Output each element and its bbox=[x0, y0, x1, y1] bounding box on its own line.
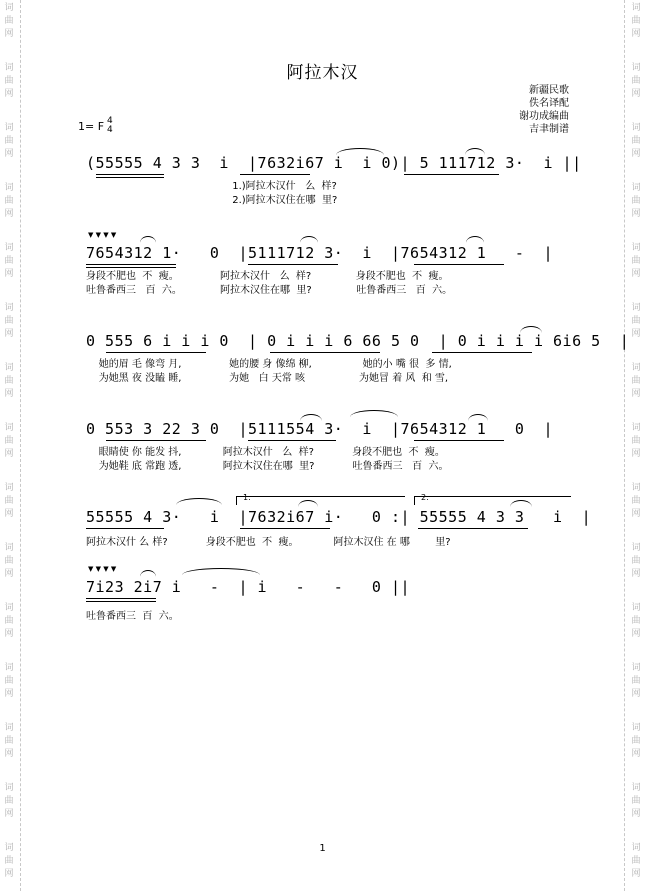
slur bbox=[300, 414, 322, 421]
watermark-char: 曲 bbox=[631, 436, 641, 446]
underline bbox=[418, 528, 528, 529]
slur bbox=[140, 570, 156, 577]
lyric-line: 1.)阿拉木汉什 么 样? bbox=[86, 181, 337, 192]
lyric-line: 为她黑 夜 没瞌 睡, 为她 白 天常 咳 为她冒 着 风 和 雪, bbox=[86, 373, 449, 384]
slur bbox=[350, 410, 398, 417]
watermark-char: 曲 bbox=[4, 556, 14, 566]
watermark-char: 网 bbox=[4, 809, 14, 819]
slur bbox=[466, 236, 484, 243]
watermark-char: 词 bbox=[631, 783, 641, 793]
slur bbox=[336, 148, 384, 155]
watermark-char: 曲 bbox=[4, 256, 14, 266]
watermark-char: 词 bbox=[631, 723, 641, 733]
watermark-char: 网 bbox=[631, 569, 641, 579]
watermark-char: 词 bbox=[4, 603, 14, 613]
watermark-char: 词 bbox=[631, 243, 641, 253]
watermark-group bbox=[2, 542, 16, 581]
song-title: 阿拉木汉 bbox=[286, 63, 359, 83]
underline bbox=[106, 440, 206, 441]
watermark-group bbox=[629, 542, 643, 581]
underline bbox=[240, 174, 310, 175]
lyric-line: 吐鲁番西三 百 六。 阿拉木汉住在哪 里? 吐鲁番西三 百 六。 bbox=[86, 285, 453, 296]
watermark-char: 网 bbox=[631, 629, 641, 639]
slur bbox=[140, 236, 156, 243]
watermark-char: 词 bbox=[4, 483, 14, 493]
slur bbox=[182, 568, 260, 575]
credit-line: 新疆民歌 bbox=[529, 85, 569, 96]
underline bbox=[86, 601, 156, 602]
notation-line: 7i23 2i7 i - | i - - 0 || bbox=[86, 578, 411, 596]
watermark-char: 词 bbox=[631, 603, 641, 613]
watermark-char: 网 bbox=[631, 809, 641, 819]
watermark-char: 词 bbox=[4, 663, 14, 673]
watermark-char: 曲 bbox=[631, 256, 641, 266]
key-signature: 1= F bbox=[78, 120, 105, 133]
watermark-char: 曲 bbox=[631, 196, 641, 206]
watermark-group bbox=[629, 482, 643, 521]
watermark-char: 词 bbox=[631, 3, 641, 13]
underline bbox=[86, 264, 176, 265]
watermark-group bbox=[2, 242, 16, 281]
watermark-char: 曲 bbox=[4, 376, 14, 386]
watermark-char: 网 bbox=[631, 89, 641, 99]
watermark-group bbox=[2, 2, 16, 41]
watermark-char: 曲 bbox=[631, 16, 641, 26]
underline bbox=[106, 352, 206, 353]
watermark-char: 网 bbox=[4, 749, 14, 759]
lyric-line: 她的眉 毛 像弯 月, 她的腰 身 像绵 柳, 她的小 嘴 很 多 情, bbox=[86, 359, 452, 370]
slur bbox=[298, 500, 318, 507]
watermark-group bbox=[629, 662, 643, 701]
volta-label: 2. bbox=[421, 493, 429, 502]
watermark-char: 词 bbox=[4, 3, 14, 13]
watermark-char: 曲 bbox=[4, 856, 14, 866]
watermark-char: 网 bbox=[4, 389, 14, 399]
watermark-group bbox=[2, 422, 16, 461]
meter-top: 4 bbox=[107, 116, 113, 126]
watermark-char: 词 bbox=[4, 243, 14, 253]
watermark-char: 网 bbox=[4, 329, 14, 339]
notation-line: 7654312 1· 0 |5111712 3· i |7654312 1 - | bbox=[86, 244, 554, 262]
watermark-char: 词 bbox=[4, 363, 14, 373]
watermark-char: 网 bbox=[4, 629, 14, 639]
watermark-group bbox=[2, 602, 16, 641]
watermark-char: 曲 bbox=[4, 16, 14, 26]
watermark-char: 曲 bbox=[631, 856, 641, 866]
watermark-char: 词 bbox=[631, 303, 641, 313]
watermark-char: 曲 bbox=[631, 496, 641, 506]
watermark-char: 网 bbox=[631, 389, 641, 399]
watermark-char: 词 bbox=[4, 123, 14, 133]
watermark-group bbox=[2, 722, 16, 761]
watermark-char: 词 bbox=[4, 183, 14, 193]
watermark-char: 网 bbox=[631, 209, 641, 219]
lyric-line: 为她鞋 底 常跑 透, 阿拉木汉住在哪 里? 吐鲁番西三 百 六。 bbox=[86, 461, 449, 472]
watermark-group bbox=[2, 182, 16, 221]
accent-marks: ▼ ▼ ▼ ▼ bbox=[88, 231, 117, 239]
volta-second-ending bbox=[414, 493, 571, 505]
underline bbox=[248, 440, 336, 441]
watermark-char: 词 bbox=[631, 843, 641, 853]
watermark-group bbox=[629, 242, 643, 281]
watermark-char: 网 bbox=[4, 569, 14, 579]
credit-line: 佚名译配 bbox=[529, 98, 569, 109]
underline bbox=[432, 352, 532, 353]
watermark-group bbox=[629, 602, 643, 641]
watermark-char: 曲 bbox=[4, 316, 14, 326]
watermark-char: 词 bbox=[4, 843, 14, 853]
watermark-char: 曲 bbox=[631, 736, 641, 746]
watermark-group bbox=[629, 722, 643, 761]
slur bbox=[510, 500, 532, 507]
watermark-char: 曲 bbox=[4, 796, 14, 806]
watermark-char: 网 bbox=[631, 149, 641, 159]
watermark-char: 曲 bbox=[4, 616, 14, 626]
watermark-char: 词 bbox=[4, 423, 14, 433]
watermark-group bbox=[629, 2, 643, 41]
watermark-group bbox=[2, 482, 16, 521]
underline bbox=[270, 352, 380, 353]
page-number: 1 bbox=[319, 843, 326, 854]
watermark-group bbox=[629, 782, 643, 821]
watermark-char: 网 bbox=[4, 89, 14, 99]
watermark-right bbox=[623, 0, 645, 891]
underline bbox=[96, 177, 164, 178]
time-signature bbox=[107, 117, 113, 135]
watermark-char: 网 bbox=[631, 749, 641, 759]
lyric-line: 吐鲁番西三 百 六。 bbox=[86, 611, 179, 622]
watermark-char: 词 bbox=[631, 663, 641, 673]
lyric-line: 2.)阿拉木汉住在哪 里? bbox=[86, 195, 338, 206]
watermark-group bbox=[2, 362, 16, 401]
watermark-char: 网 bbox=[631, 869, 641, 879]
watermark-char: 词 bbox=[631, 63, 641, 73]
watermark-char: 曲 bbox=[4, 136, 14, 146]
watermark-group bbox=[629, 362, 643, 401]
watermark-char: 曲 bbox=[631, 316, 641, 326]
watermark-group bbox=[629, 422, 643, 461]
watermark-group bbox=[629, 302, 643, 341]
credit-line: 谢功成编曲 bbox=[519, 111, 569, 122]
watermark-char: 曲 bbox=[4, 676, 14, 686]
watermark-char: 网 bbox=[631, 509, 641, 519]
meter-bottom: 4 bbox=[107, 125, 113, 135]
watermark-char: 词 bbox=[631, 183, 641, 193]
volta-label: 1. bbox=[243, 493, 251, 502]
notation-line: 0 555 6 i i i 0 | 0 i i i 6 66 5 0 | 0 i i i i 6i6 5 | bbox=[86, 332, 630, 350]
notation-line: (55555 4 3 3 i |7632i67 i i 0)| 5 111712 3· i || bbox=[86, 154, 582, 172]
watermark-group bbox=[2, 662, 16, 701]
watermark-char: 网 bbox=[4, 689, 14, 699]
watermark-char: 曲 bbox=[631, 676, 641, 686]
watermark-char: 词 bbox=[631, 543, 641, 553]
watermark-left bbox=[0, 0, 22, 891]
lyric-line: 眼睛使 你 能发 抖, 阿拉木汉什 么 样? 身段不肥也 不 瘦。 bbox=[86, 447, 445, 458]
underline bbox=[96, 174, 164, 175]
watermark-char: 网 bbox=[4, 149, 14, 159]
credits bbox=[519, 84, 569, 136]
watermark-char: 曲 bbox=[4, 436, 14, 446]
watermark-char: 曲 bbox=[631, 376, 641, 386]
watermark-char: 网 bbox=[631, 329, 641, 339]
watermark-char: 词 bbox=[631, 123, 641, 133]
watermark-char: 网 bbox=[4, 269, 14, 279]
watermark-char: 词 bbox=[631, 423, 641, 433]
watermark-char: 网 bbox=[4, 29, 14, 39]
watermark-char: 网 bbox=[631, 29, 641, 39]
watermark-group bbox=[629, 182, 643, 221]
accent-marks: ▼ ▼ ▼ ▼ bbox=[88, 565, 117, 573]
lyric-line: 身段不肥也 不 瘦。 阿拉木汉什 么 样? 身段不肥也 不 瘦。 bbox=[86, 271, 449, 282]
watermark-char: 网 bbox=[631, 449, 641, 459]
watermark-char: 网 bbox=[631, 689, 641, 699]
underline bbox=[404, 174, 499, 175]
lyric-line: 阿拉木汉什 么 样? 身段不肥也 不 瘦。 阿拉木汉住 在 哪 里? bbox=[86, 537, 451, 548]
watermark-group bbox=[2, 782, 16, 821]
underline bbox=[240, 528, 330, 529]
underline bbox=[248, 264, 338, 265]
slur bbox=[176, 498, 222, 505]
underline bbox=[86, 598, 156, 599]
watermark-char: 曲 bbox=[4, 196, 14, 206]
watermark-char: 词 bbox=[631, 483, 641, 493]
watermark-char: 曲 bbox=[631, 616, 641, 626]
slur bbox=[468, 414, 488, 421]
watermark-char: 词 bbox=[4, 783, 14, 793]
underline bbox=[414, 440, 504, 441]
watermark-char: 词 bbox=[4, 303, 14, 313]
watermark-char: 曲 bbox=[4, 76, 14, 86]
watermark-group bbox=[629, 122, 643, 161]
underline bbox=[86, 528, 164, 529]
watermark-char: 曲 bbox=[631, 76, 641, 86]
watermark-char: 词 bbox=[4, 723, 14, 733]
underline bbox=[414, 264, 504, 265]
watermark-char: 词 bbox=[4, 543, 14, 553]
notation-line: 0 553 3 22 3 0 |5111554 3· i |7654312 1 0 | bbox=[86, 420, 554, 438]
watermark-group bbox=[2, 302, 16, 341]
watermark-char: 词 bbox=[631, 363, 641, 373]
notation-line: 55555 4 3· i |7632i67 i· 0 :| 55555 4 3 3 i | bbox=[86, 508, 592, 526]
volta-first-ending bbox=[236, 493, 405, 505]
watermark-char: 网 bbox=[4, 509, 14, 519]
watermark-char: 网 bbox=[4, 449, 14, 459]
watermark-char: 曲 bbox=[631, 136, 641, 146]
credit-line: 吉聿制谱 bbox=[529, 124, 569, 135]
watermark-char: 曲 bbox=[631, 556, 641, 566]
watermark-char: 曲 bbox=[4, 496, 14, 506]
watermark-char: 网 bbox=[4, 209, 14, 219]
watermark-char: 网 bbox=[631, 269, 641, 279]
slur bbox=[520, 326, 542, 333]
underline bbox=[86, 267, 176, 268]
watermark-char: 曲 bbox=[631, 796, 641, 806]
slur bbox=[300, 236, 318, 243]
watermark-char: 词 bbox=[4, 63, 14, 73]
watermark-group bbox=[2, 122, 16, 161]
slur bbox=[465, 148, 485, 155]
watermark-char: 曲 bbox=[4, 736, 14, 746]
watermark-char: 网 bbox=[4, 869, 14, 879]
